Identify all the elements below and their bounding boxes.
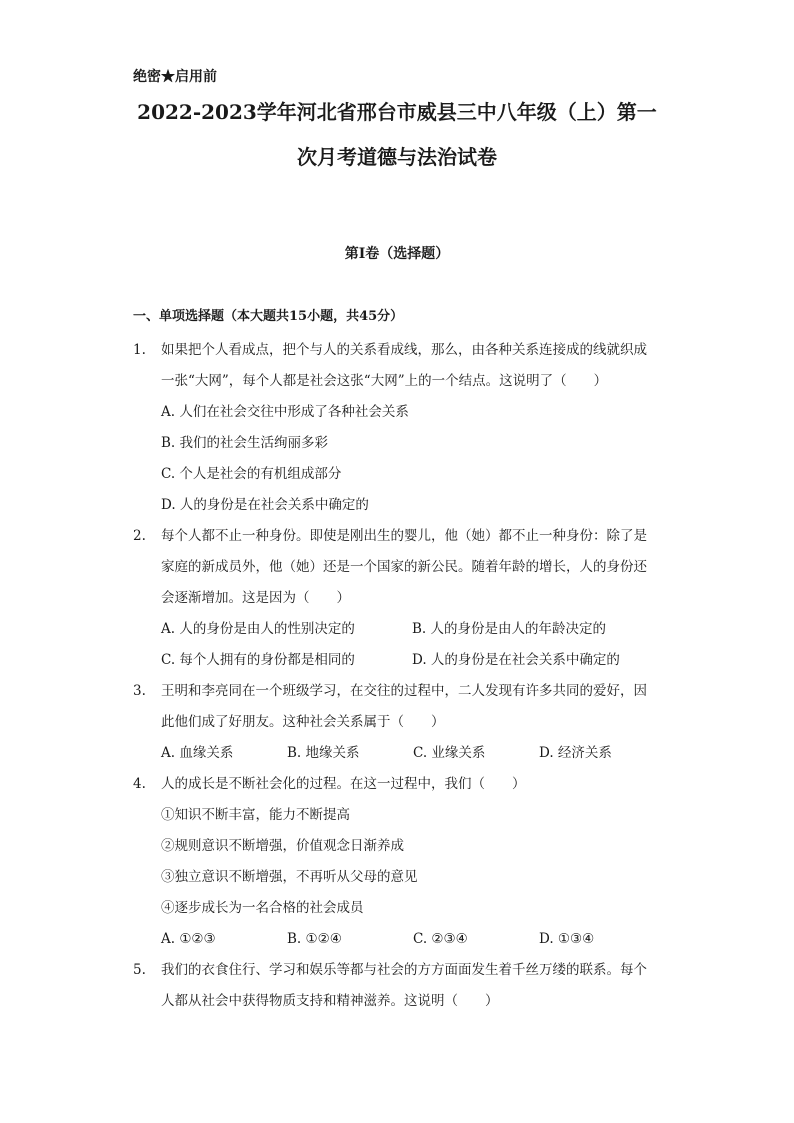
question-number: 2.	[133, 528, 146, 544]
statement: ②规则意识不断增强，价值观念日渐养成	[161, 838, 404, 854]
option: A. 人们在社会交往中形成了各种社会关系	[161, 404, 409, 420]
option: C. 每个人拥有的身份都是相同的	[161, 652, 355, 668]
question-number: 5.	[133, 962, 146, 978]
statement: ④逐步成长为一名合格的社会成员	[161, 900, 364, 916]
exam-title-line-2: 次月考道德与法治试卷	[297, 145, 497, 169]
option: D. 经济关系	[539, 745, 612, 761]
question-stem-line: 一张“大网”，每个人都是社会这张“大网”上的一个结点。这说明了（ ）	[161, 373, 608, 389]
part-title: 第I卷（选择题）	[344, 246, 450, 262]
option: A. ①②③	[161, 931, 216, 947]
question-stem-line: 家庭的新成员外，他（她）还是一个国家的新公民。随着年龄的增长，人的身份还	[161, 559, 647, 575]
question-stem-line: 王明和李亮同在一个班级学习，在交往的过程中，二人发现有许多共同的爱好，因	[161, 683, 647, 699]
question-stem-line: 我们的衣食住行、学习和娱乐等都与社会的方方面面发生着千丝万缕的联系。每个	[161, 962, 647, 978]
option: B. 人的身份是由人的年龄决定的	[412, 621, 607, 637]
question-stem-line: 人都从社会中获得物质支持和精神滋养。这说明（ ）	[161, 993, 499, 1009]
option: B. 地缘关系	[287, 745, 360, 761]
option: B. 我们的社会生活绚丽多彩	[161, 435, 329, 451]
secret-label: 绝密★启用前	[133, 69, 217, 85]
statement: ③独立意识不断增强，不再听从父母的意见	[161, 869, 418, 885]
question-stem-line: 会逐渐增加。这是因为（ ）	[161, 590, 350, 606]
option: D. 人的身份是在社会关系中确定的	[412, 652, 620, 668]
option: A. 血缘关系	[161, 745, 234, 761]
exam-title-line-1: 2022-2023学年河北省邢台市威县三中八年级（上）第一	[137, 100, 657, 124]
question-stem-line: 人的成长是不断社会化的过程。在这一过程中，我们（ ）	[161, 776, 526, 792]
option: C. ②③④	[413, 931, 468, 947]
option: A. 人的身份是由人的性别决定的	[161, 621, 355, 637]
option: C. 个人是社会的有机组成部分	[161, 466, 342, 482]
question-stem-line: 此他们成了好朋友。这种社会关系属于（ ）	[161, 714, 445, 730]
question-stem-line: 如果把个人看成点，把个与人的关系看成线，那么，由各种关系连接成的线就织成	[161, 342, 647, 358]
option: C. 业缘关系	[413, 745, 486, 761]
option: B. ①②④	[287, 931, 342, 947]
question-number: 3.	[133, 683, 146, 699]
question-stem-line: 每个人都不止一种身份。即使是刚出生的婴儿，他（她）都不止一种身份：除了是	[161, 528, 647, 544]
section-title: 一、单项选择题（本大题共15小题，共45分）	[133, 309, 404, 324]
question-number: 1.	[133, 342, 146, 358]
question-number: 4.	[133, 776, 146, 792]
statement: ①知识不断丰富，能力不断提高	[161, 807, 350, 823]
option: D. 人的身份是在社会关系中确定的	[161, 497, 369, 513]
option: D. ①③④	[539, 931, 595, 947]
